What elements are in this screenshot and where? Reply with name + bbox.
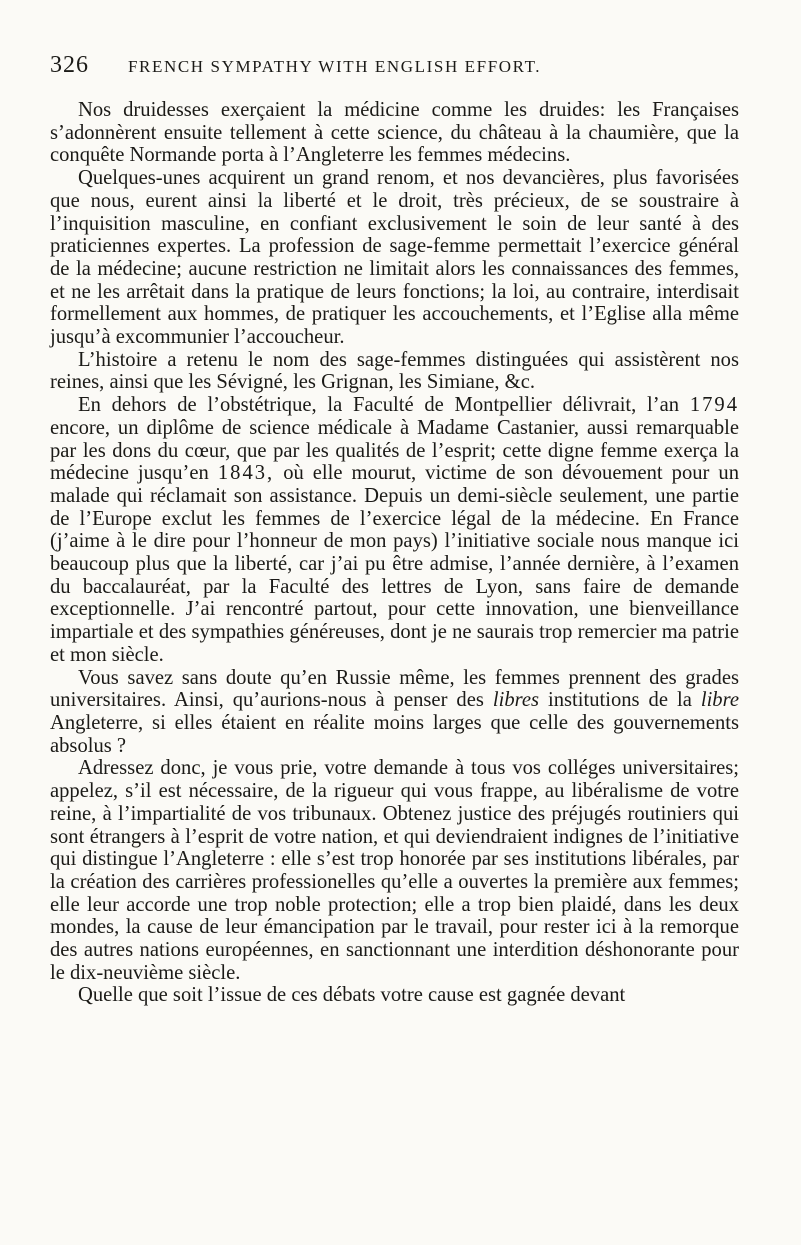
paragraph-text: encore, un diplôme de science médicale à Madame Castanier, aussi remarquable par les dons du cœur, que par les qualités de l’esprit; cette digne femme exerça la médecine jusqu’en — [50, 416, 739, 485]
year-1843: 1843, — [217, 462, 275, 485]
paragraph-text: Angleterre, si elles étaient en réalite moins larges que celle des gouvernements absolus ? — [50, 711, 739, 757]
paragraph-text: Vous savez sans doute qu’en Russie même, les femmes prennent des grades universitaires. Ainsi, qu’aurions-nous à penser des — [50, 666, 739, 712]
paragraph-quelle: Quelle que soit l’issue de ces débats votre cause est gagnée devant — [78, 984, 626, 1007]
paragraph-text: En dehors de l’obstétrique, la Faculté de Montpellier délivrait, l’an — [78, 394, 690, 417]
paragraph-text: institutions de la — [539, 689, 701, 712]
paragraph-druidesses: Nos druidesses exerçaient la médicine comme les druides: les Françaises s’adonnèrent ensuite tellement à cette science, du château à la chaumière, que la conquête Normande porta à l’Angleterre les femmes médecins. — [50, 99, 739, 167]
paragraph-montpellier — [50, 394, 739, 666]
italic-libres: libres — [492, 689, 540, 712]
year-1794: 1794 — [689, 394, 739, 417]
body-text — [50, 99, 739, 1007]
paragraph-histoire: L’histoire a retenu le nom des sage-femmes distinguées qui assistèrent nos reines, ainsi que les Sévigné, les Grignan, les Simiane, &c. — [50, 348, 739, 394]
paragraph-text: où elle mourut, victime de son dévouement pour un malade qui réclamait son assistance. Depuis un demi-siècle seulement, une partie de l’Europe exclut les femmes de l’exercice légal de la médecine. En France (j’aime à le dire pour l’honneur de mon pays) l’initiative sociale nous manque ici beaucoup plus que la liberté, car j’ai pu être admise, l’année dernière, à l’examen du baccalauréat, par la Faculté des lettres de Lyon, sans faire de demande exceptionnelle. J’ai rencontré partout, pour cette innovation, une bienveillance impartiale et des sympathies généreuses, dont je ne saurais trop remercier ma patrie et mon siècle. — [50, 462, 739, 666]
page-number: 326 — [50, 52, 89, 78]
paragraph-adressez: Adressez donc, je vous prie, votre demande à tous vos colléges universitaires; appelez, s’il est nécessaire, de la rigueur qui vous frappe, au libéralisme de votre reine, à l’impartialité de vos tribunaux. Obtenez justice des préjugés routiniers qui sont étrangers à l’esprit de votre nation, et qui deviendraient indignes de l’initiative qui distingue l’Angleterre : elle s’est trop honorée par ses institutions libérales, par la création des carrières professionelles qu’elle a ouvertes la première aux femmes; elle leur accorde une trop noble protection; elle a trop bien plaidé, dans les deux mondes, la cause de leur émancipation par le travail, pour rester ici à la remorque des autres nations européennes, en sanctionnant une interdition déshonorante pour le dix-neuvième siècle. — [50, 757, 739, 984]
paragraph-russie — [50, 667, 739, 758]
running-head — [50, 52, 739, 79]
running-title: FRENCH SYMPATHY WITH ENGLISH EFFORT. — [128, 57, 542, 76]
paragraph-devancieres: Quelques-unes acquirent un grand renom, et nos devancières, plus favorisées que nous, eurent ainsi la liberté et le droit, très précieux, de se soustraire à l’inquisition masculine, en confiant exclusivement le soin de leur santé à des praticiennes expertes. La profession de sage-femme permettait l’exercice général de la médecine; aucune restriction ne limitait alors les connaissances des femmes, et ne les arrêtait dans la pratique de leurs fonctions; la loi, au contraire, interdisait formellement aux hommes, de pratiquer les accouchements, et l’Eglise alla même jusqu’à excommunier l’accoucheur. — [50, 167, 739, 349]
italic-libre: libre — [700, 689, 739, 712]
